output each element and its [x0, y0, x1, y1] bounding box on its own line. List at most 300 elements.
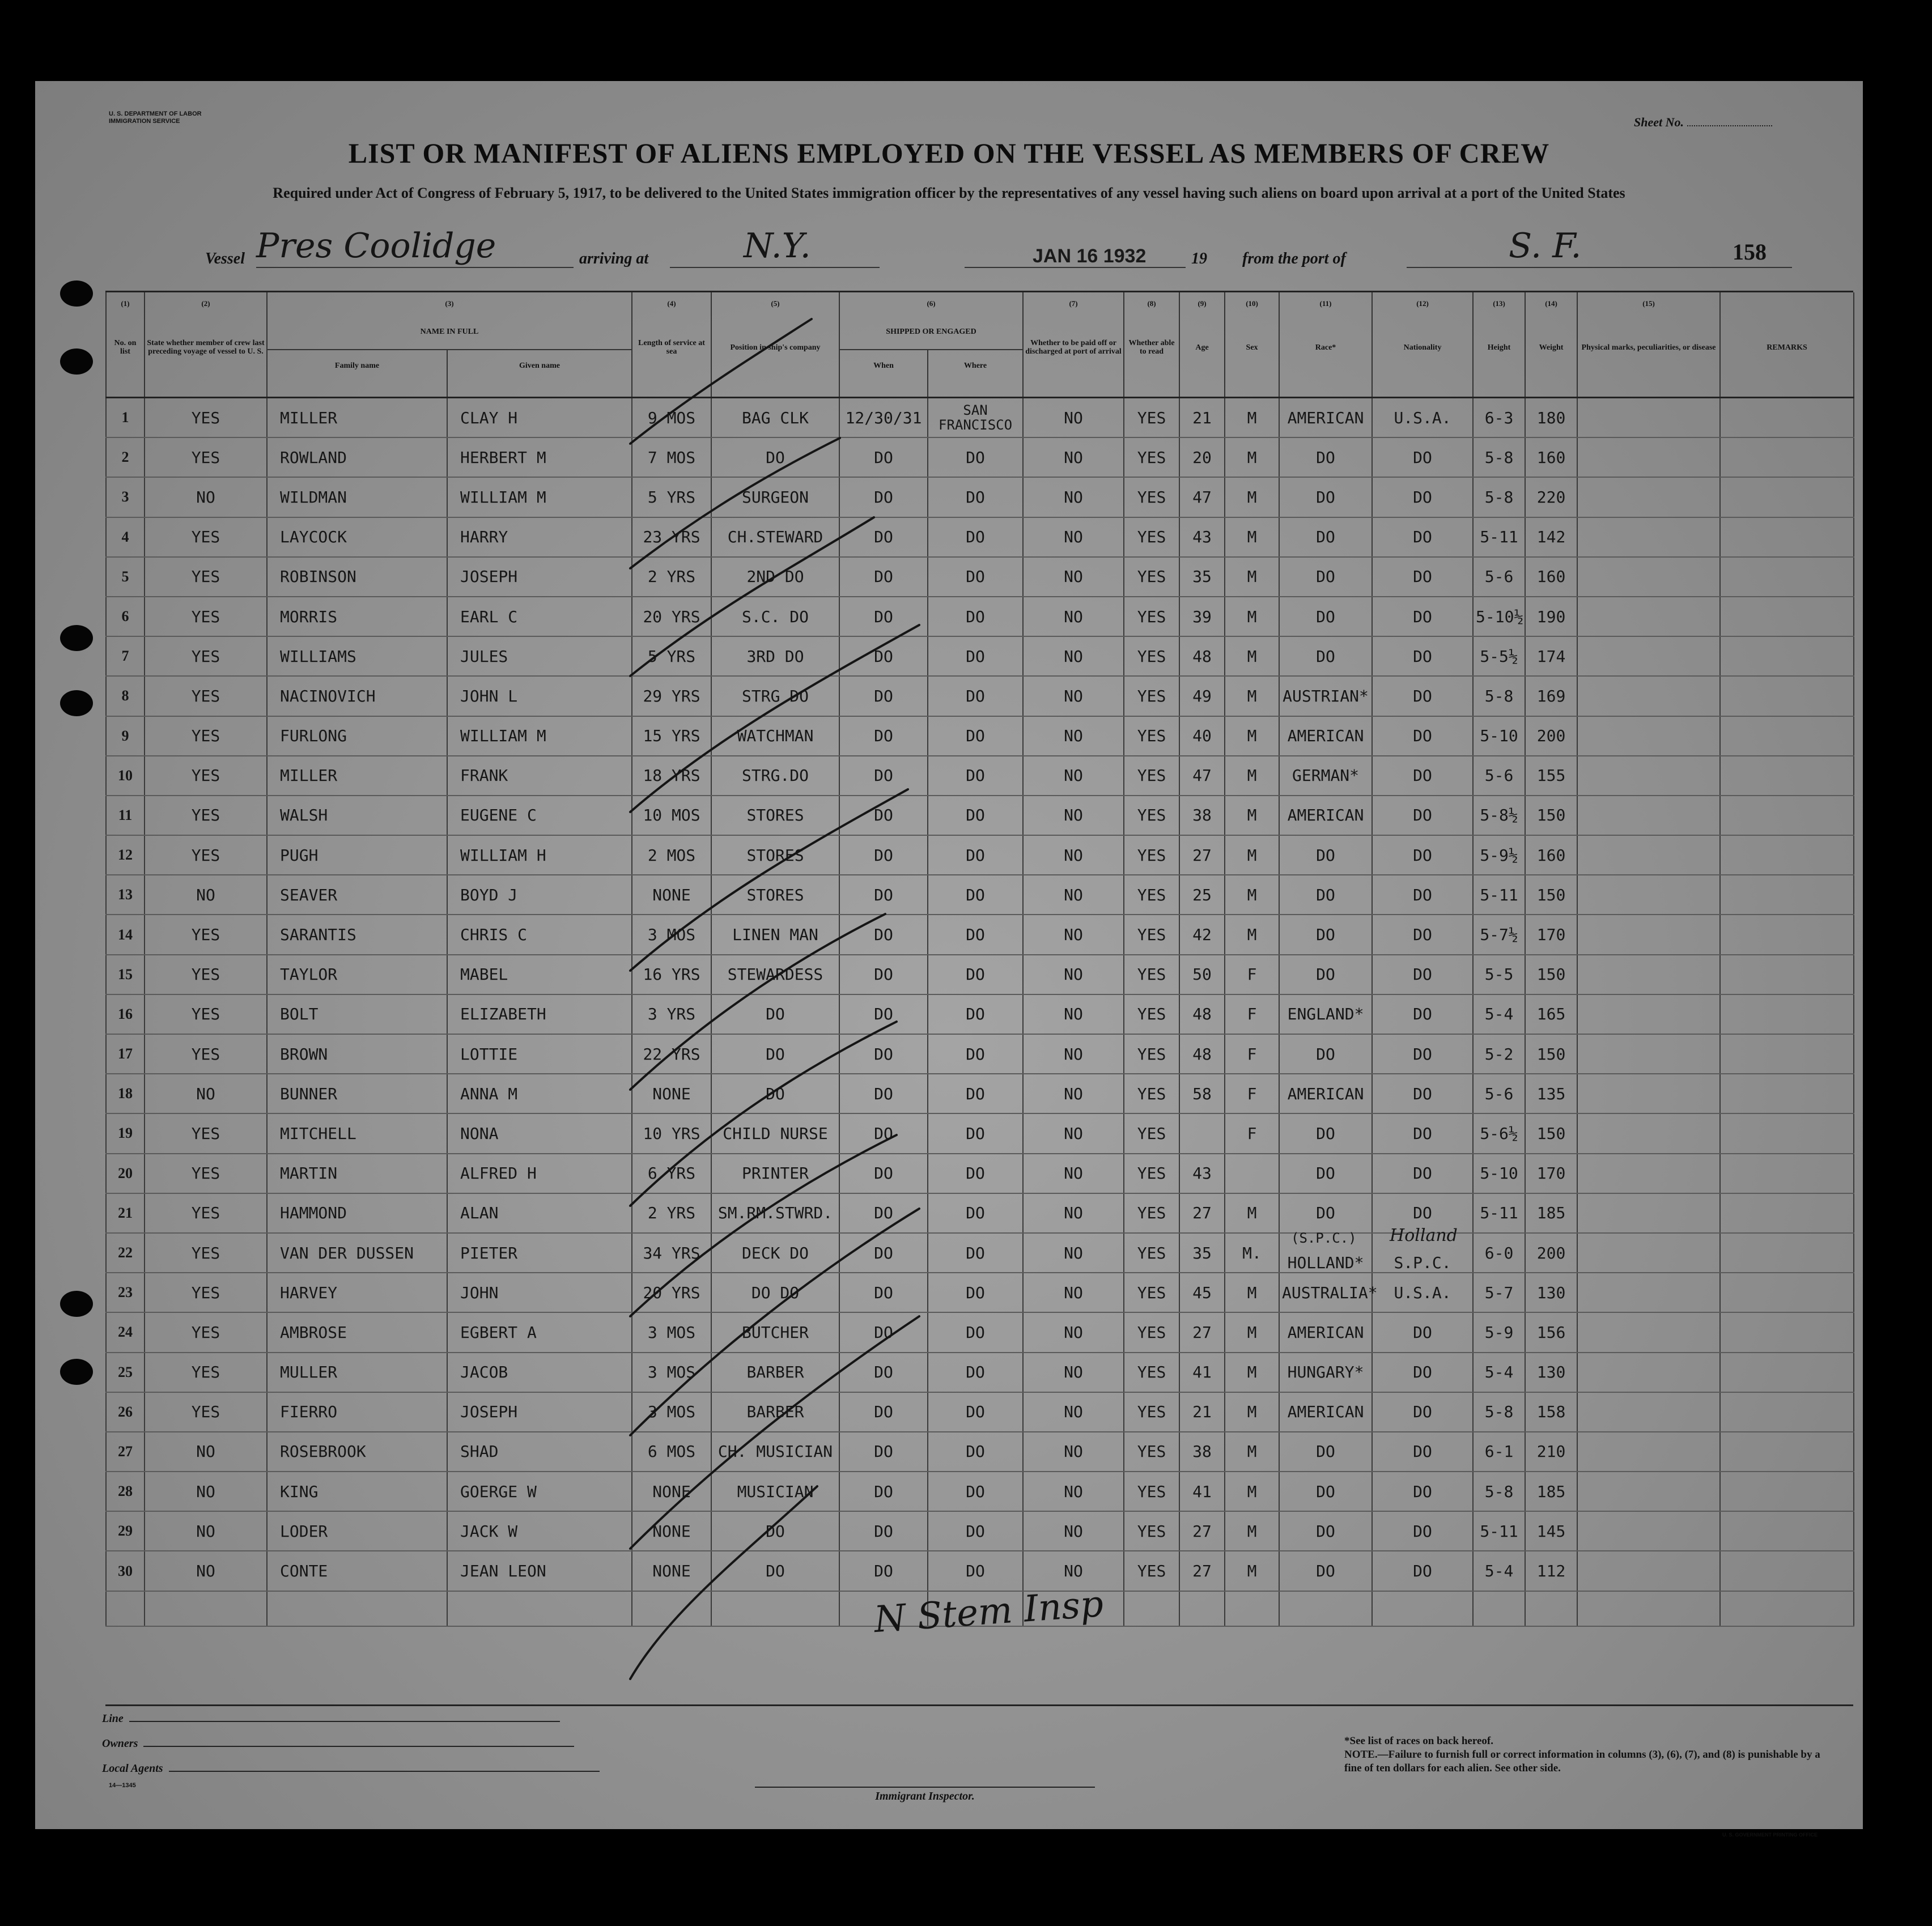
- shipped-when: DO: [839, 994, 928, 1034]
- crew-previous-voyage: YES: [145, 915, 267, 954]
- physical-marks: [1577, 875, 1720, 915]
- col-num: [1720, 292, 1854, 314]
- row-number: 26: [106, 1392, 145, 1432]
- able-to-read: YES: [1124, 875, 1179, 915]
- family-name: MILLER: [267, 756, 447, 796]
- col-num: (7): [1023, 292, 1124, 314]
- table-row: [106, 1193, 1854, 1233]
- height: 5-11: [1473, 1511, 1525, 1551]
- height: 6-0: [1473, 1233, 1525, 1273]
- table-row: [106, 875, 1854, 915]
- given-name: FRANK: [447, 756, 632, 796]
- family-name: MITCHELL: [267, 1113, 447, 1153]
- given-name: ELIZABETH: [447, 994, 632, 1034]
- shipped-when: DO: [839, 1511, 928, 1551]
- nationality-note: Holland: [1390, 1225, 1458, 1245]
- length-of-service: 3 MOS: [632, 1392, 711, 1432]
- physical-marks: [1577, 1113, 1720, 1153]
- header-name-in-full: NAME IN FULL: [267, 314, 632, 350]
- crew-previous-voyage: YES: [145, 398, 267, 438]
- given-name: JOHN: [447, 1273, 632, 1312]
- height: 5-8: [1473, 676, 1525, 716]
- given-name: EUGENE C: [447, 796, 632, 835]
- sheet-number-label: Sheet No.: [1634, 115, 1684, 129]
- shipped-where: DO: [928, 756, 1023, 796]
- weight: 135: [1525, 1074, 1577, 1113]
- race: DO: [1279, 437, 1372, 477]
- header-race: Race*: [1279, 314, 1372, 381]
- form-code: 14—1345: [109, 1782, 136, 1789]
- paid-off: NO: [1023, 1353, 1124, 1392]
- paid-off: NO: [1023, 398, 1124, 438]
- crew-previous-voyage: YES: [145, 1353, 267, 1392]
- remarks: [1720, 915, 1854, 954]
- nationality: DO: [1372, 1154, 1473, 1193]
- height: 6-3: [1473, 398, 1525, 438]
- able-to-read: YES: [1124, 796, 1179, 835]
- nationality: DO: [1372, 994, 1473, 1034]
- row-number: 10: [106, 756, 145, 796]
- physical-marks: [1577, 477, 1720, 517]
- owners-field: [102, 1731, 600, 1756]
- paid-off: NO: [1023, 1193, 1124, 1233]
- crew-previous-voyage: NO: [145, 477, 267, 517]
- shipped-where: DO: [928, 1392, 1023, 1432]
- age: 25: [1179, 875, 1225, 915]
- shipped-when: DO: [839, 1034, 928, 1074]
- nationality: DO: [1372, 1113, 1473, 1153]
- age: 21: [1179, 1392, 1225, 1432]
- paid-off: NO: [1023, 1432, 1124, 1472]
- ship-position: BARBER: [711, 1392, 839, 1432]
- header-given-name: Given name: [447, 350, 632, 381]
- vessel-label: Vessel: [205, 250, 245, 267]
- header-member-of-crew: State whether member of crew last preceding voyage of vessel to U. S.: [145, 314, 267, 381]
- table-row: [106, 517, 1854, 557]
- race: AMERICAN: [1279, 1312, 1372, 1352]
- length-of-service: 10 YRS: [632, 1113, 711, 1153]
- header-where: Where: [928, 350, 1023, 381]
- able-to-read: YES: [1124, 1551, 1179, 1591]
- physical-marks: [1577, 398, 1720, 438]
- date-stamp: JAN 16 1932: [1033, 245, 1147, 267]
- able-to-read: YES: [1124, 1432, 1179, 1472]
- nationality: DO: [1372, 477, 1473, 517]
- able-to-read: YES: [1124, 477, 1179, 517]
- sex: M: [1225, 676, 1279, 716]
- sex: M: [1225, 1193, 1279, 1233]
- nationality: DO: [1372, 1472, 1473, 1511]
- age: 41: [1179, 1353, 1225, 1392]
- weight: 210: [1525, 1432, 1577, 1472]
- weight: 165: [1525, 994, 1577, 1034]
- crew-manifest-table: [105, 292, 1854, 1627]
- remarks: [1720, 1511, 1854, 1551]
- able-to-read: YES: [1124, 955, 1179, 994]
- nationality: DO: [1372, 955, 1473, 994]
- race: DO: [1279, 1432, 1372, 1472]
- race: DO: [1279, 557, 1372, 597]
- length-of-service: NONE: [632, 1472, 711, 1511]
- nationality: DO: [1372, 597, 1473, 636]
- table-row: [106, 597, 1854, 636]
- empty-cell: [1525, 1591, 1577, 1626]
- race: AMERICAN: [1279, 398, 1372, 438]
- weight: 180: [1525, 398, 1577, 438]
- row-number: 15: [106, 955, 145, 994]
- sex: M: [1225, 1432, 1279, 1472]
- remarks: [1720, 1273, 1854, 1312]
- crew-table-area: [105, 291, 1853, 1706]
- physical-marks: [1577, 1193, 1720, 1233]
- sheet-number: [1634, 115, 1772, 130]
- header-nationality: Nationality: [1372, 314, 1473, 381]
- nationality: S.P.C. Holland: [1372, 1233, 1473, 1273]
- given-name: NONA: [447, 1113, 632, 1153]
- footer-owner-fields: [102, 1706, 600, 1781]
- shipped-where: DO: [928, 1113, 1023, 1153]
- race: AUSTRIAN*: [1279, 676, 1372, 716]
- family-name: MORRIS: [267, 597, 447, 636]
- nationality: DO: [1372, 756, 1473, 796]
- table-row: [106, 1432, 1854, 1472]
- shipped-where: DO: [928, 716, 1023, 756]
- header-no-on-list: No. on list: [106, 314, 145, 381]
- table-row: [106, 1392, 1854, 1432]
- sex: M: [1225, 557, 1279, 597]
- agency-text: U. S. DEPARTMENT OF LABOR: [109, 110, 202, 117]
- shipped-where: DO: [928, 1193, 1023, 1233]
- given-name: PIETER: [447, 1233, 632, 1273]
- empty-cell: [632, 1591, 711, 1626]
- nationality: DO: [1372, 517, 1473, 557]
- row-number: 12: [106, 835, 145, 875]
- weight: 130: [1525, 1273, 1577, 1312]
- shipped-when: DO: [839, 437, 928, 477]
- able-to-read: YES: [1124, 1034, 1179, 1074]
- length-of-service: 10 MOS: [632, 796, 711, 835]
- length-of-service: NONE: [632, 1511, 711, 1551]
- nationality: DO: [1372, 1551, 1473, 1591]
- paid-off: NO: [1023, 1113, 1124, 1153]
- remarks: [1720, 437, 1854, 477]
- empty-cell: [1372, 1591, 1473, 1626]
- arriving-label: arriving at: [579, 250, 649, 267]
- table-row: [106, 915, 1854, 954]
- height: 5-5: [1473, 955, 1525, 994]
- remarks: [1720, 994, 1854, 1034]
- sex: M: [1225, 1551, 1279, 1591]
- nationality: DO: [1372, 1392, 1473, 1432]
- table-row: [106, 676, 1854, 716]
- crew-previous-voyage: YES: [145, 437, 267, 477]
- crew-previous-voyage: YES: [145, 1034, 267, 1074]
- age: 35: [1179, 557, 1225, 597]
- binder-hole: [60, 1291, 93, 1317]
- ship-position: 2ND DO: [711, 557, 839, 597]
- shipped-where: DO: [928, 557, 1023, 597]
- ship-position: CHILD NURSE: [711, 1113, 839, 1153]
- race: AMERICAN: [1279, 796, 1372, 835]
- shipped-when: DO: [839, 1312, 928, 1352]
- empty-cell: [447, 1591, 632, 1626]
- weight: 185: [1525, 1472, 1577, 1511]
- age: 49: [1179, 676, 1225, 716]
- age: 38: [1179, 1432, 1225, 1472]
- ship-position: DO: [711, 437, 839, 477]
- crew-previous-voyage: YES: [145, 756, 267, 796]
- crew-rows: [106, 398, 1854, 1626]
- race: DO: [1279, 835, 1372, 875]
- able-to-read: YES: [1124, 1273, 1179, 1312]
- empty-cell: [1179, 1591, 1225, 1626]
- paid-off: NO: [1023, 875, 1124, 915]
- age: 21: [1179, 398, 1225, 438]
- remarks: [1720, 517, 1854, 557]
- age: 27: [1179, 835, 1225, 875]
- crew-previous-voyage: YES: [145, 1154, 267, 1193]
- height: 5-8: [1473, 477, 1525, 517]
- length-of-service: 9 MOS: [632, 398, 711, 438]
- sex: M.: [1225, 1233, 1279, 1273]
- shipped-when: DO: [839, 1392, 928, 1432]
- physical-marks: [1577, 994, 1720, 1034]
- given-name: JOSEPH: [447, 557, 632, 597]
- weight: 150: [1525, 1034, 1577, 1074]
- sex: M: [1225, 716, 1279, 756]
- height: 5-10½: [1473, 597, 1525, 636]
- paid-off: NO: [1023, 557, 1124, 597]
- table-row: [106, 716, 1854, 756]
- physical-marks: [1577, 1353, 1720, 1392]
- paid-off: NO: [1023, 676, 1124, 716]
- physical-marks: [1577, 835, 1720, 875]
- age: 35: [1179, 1233, 1225, 1273]
- row-number: 17: [106, 1034, 145, 1074]
- row-number: 23: [106, 1273, 145, 1312]
- crew-previous-voyage: NO: [145, 1432, 267, 1472]
- nationality: DO: [1372, 716, 1473, 756]
- paid-off: NO: [1023, 597, 1124, 636]
- physical-marks: [1577, 1273, 1720, 1312]
- nationality: DO: [1372, 1193, 1473, 1233]
- age: 41: [1179, 1472, 1225, 1511]
- family-name: HAMMOND: [267, 1193, 447, 1233]
- family-name: FURLONG: [267, 716, 447, 756]
- age: 39: [1179, 597, 1225, 636]
- height: 6-1: [1473, 1432, 1525, 1472]
- row-number: 7: [106, 636, 145, 676]
- length-of-service: 20 YRS: [632, 597, 711, 636]
- weight: 200: [1525, 1233, 1577, 1273]
- nationality: DO: [1372, 1312, 1473, 1352]
- family-name: LODER: [267, 1511, 447, 1551]
- able-to-read: YES: [1124, 1074, 1179, 1113]
- able-to-read: YES: [1124, 915, 1179, 954]
- height: 5-8½: [1473, 796, 1525, 835]
- service-text: IMMIGRATION SERVICE: [109, 118, 180, 125]
- sex: M: [1225, 398, 1279, 438]
- shipped-when: DO: [839, 1113, 928, 1153]
- sex: M: [1225, 835, 1279, 875]
- length-of-service: 2 YRS: [632, 1193, 711, 1233]
- remarks: [1720, 597, 1854, 636]
- sex: M: [1225, 1273, 1279, 1312]
- height: 5-4: [1473, 1551, 1525, 1591]
- given-name: MABEL: [447, 955, 632, 994]
- race: GERMAN*: [1279, 756, 1372, 796]
- sex: M: [1225, 437, 1279, 477]
- remarks: [1720, 1193, 1854, 1233]
- paid-off: NO: [1023, 716, 1124, 756]
- shipped-where: DO: [928, 676, 1023, 716]
- crew-previous-voyage: YES: [145, 716, 267, 756]
- crew-previous-voyage: NO: [145, 1472, 267, 1511]
- row-number: 30: [106, 1551, 145, 1591]
- ship-position: SM.RM.STWRD.: [711, 1193, 839, 1233]
- length-of-service: NONE: [632, 875, 711, 915]
- physical-marks: [1577, 1074, 1720, 1113]
- weight: 112: [1525, 1551, 1577, 1591]
- shipped-where: DO: [928, 1551, 1023, 1591]
- row-number: 25: [106, 1353, 145, 1392]
- sex: M: [1225, 1312, 1279, 1352]
- length-of-service: 3 MOS: [632, 915, 711, 954]
- row-number: 18: [106, 1074, 145, 1113]
- empty-cell: [267, 1591, 447, 1626]
- length-of-service: 18 YRS: [632, 756, 711, 796]
- row-number: 20: [106, 1154, 145, 1193]
- given-name: WILLIAM H: [447, 835, 632, 875]
- col-num: (2): [145, 292, 267, 314]
- weight: 160: [1525, 835, 1577, 875]
- family-name: ROBINSON: [267, 557, 447, 597]
- family-name: TAYLOR: [267, 955, 447, 994]
- weight: 130: [1525, 1353, 1577, 1392]
- given-name: ANNA M: [447, 1074, 632, 1113]
- table-row: [106, 955, 1854, 994]
- height: 5-10: [1473, 1154, 1525, 1193]
- race: DO: [1279, 597, 1372, 636]
- binder-hole: [60, 280, 93, 307]
- inspector-signature: N Stem Insp: [872, 1583, 1105, 1642]
- ship-position: STEWARDESS: [711, 955, 839, 994]
- race: DO: [1279, 1034, 1372, 1074]
- crew-previous-voyage: YES: [145, 636, 267, 676]
- row-number: 27: [106, 1432, 145, 1472]
- shipped-where: DO: [928, 1074, 1023, 1113]
- table-row: [106, 1034, 1854, 1074]
- shipped-when: DO: [839, 915, 928, 954]
- age: 27: [1179, 1511, 1225, 1551]
- able-to-read: YES: [1124, 517, 1179, 557]
- race: DO: [1279, 636, 1372, 676]
- shipped-when: DO: [839, 1193, 928, 1233]
- able-to-read: YES: [1124, 756, 1179, 796]
- remarks: [1720, 1432, 1854, 1472]
- nationality: U.S.A.: [1372, 398, 1473, 438]
- age: 27: [1179, 1551, 1225, 1591]
- physical-marks: [1577, 955, 1720, 994]
- age: 40: [1179, 716, 1225, 756]
- able-to-read: YES: [1124, 1312, 1179, 1352]
- length-of-service: 29 YRS: [632, 676, 711, 716]
- age: 45: [1179, 1273, 1225, 1312]
- shipped-when: DO: [839, 517, 928, 557]
- table-row: [106, 1273, 1854, 1312]
- sex: F: [1225, 1074, 1279, 1113]
- row-number: 11: [106, 796, 145, 835]
- sex: M: [1225, 517, 1279, 557]
- given-name: JACK W: [447, 1511, 632, 1551]
- weight: 150: [1525, 796, 1577, 835]
- paid-off: NO: [1023, 1511, 1124, 1551]
- nationality: DO: [1372, 796, 1473, 835]
- header-height: Height: [1473, 314, 1525, 381]
- length-of-service: 6 YRS: [632, 1154, 711, 1193]
- header-family-name: Family name: [267, 350, 447, 381]
- shipped-when: DO: [839, 1551, 928, 1591]
- shipped-when: DO: [839, 557, 928, 597]
- able-to-read: YES: [1124, 1511, 1179, 1551]
- length-of-service: 23 YRS: [632, 517, 711, 557]
- crew-previous-voyage: YES: [145, 1392, 267, 1432]
- header-shipped-engaged: SHIPPED OR ENGAGED: [839, 314, 1023, 350]
- length-of-service: 20 YRS: [632, 1273, 711, 1312]
- manifest-sheet: [35, 81, 1863, 1838]
- weight: 150: [1525, 1113, 1577, 1153]
- owners-label: Owners: [102, 1737, 138, 1750]
- col-num: (6): [839, 292, 1023, 314]
- shipped-when: 12/30/31: [839, 398, 928, 438]
- row-number: 4: [106, 517, 145, 557]
- row-number: 29: [106, 1511, 145, 1551]
- shipped-when: DO: [839, 1353, 928, 1392]
- able-to-read: YES: [1124, 1233, 1179, 1273]
- given-name: HARRY: [447, 517, 632, 557]
- height: 5-9: [1473, 1312, 1525, 1352]
- race: HOLLAND* (S.P.C.): [1279, 1233, 1372, 1273]
- height: 5-8: [1473, 1392, 1525, 1432]
- able-to-read: YES: [1124, 1193, 1179, 1233]
- shipped-where: DO: [928, 636, 1023, 676]
- length-of-service: 3 MOS: [632, 1312, 711, 1352]
- shipped-where: DO: [928, 437, 1023, 477]
- paid-off: NO: [1023, 756, 1124, 796]
- given-name: BOYD J: [447, 875, 632, 915]
- remarks: [1720, 875, 1854, 915]
- length-of-service: NONE: [632, 1074, 711, 1113]
- shipped-when: DO: [839, 955, 928, 994]
- table-row: [106, 1551, 1854, 1591]
- ship-position: PRINTER: [711, 1154, 839, 1193]
- length-of-service: 5 YRS: [632, 636, 711, 676]
- header-remarks: REMARKS: [1720, 314, 1854, 381]
- shipped-where: DO: [928, 955, 1023, 994]
- table-row: [106, 1113, 1854, 1153]
- physical-marks: [1577, 1511, 1720, 1551]
- sex: F: [1225, 955, 1279, 994]
- family-name: SARANTIS: [267, 915, 447, 954]
- nationality: DO: [1372, 1034, 1473, 1074]
- ship-position: STORES: [711, 835, 839, 875]
- crew-previous-voyage: NO: [145, 1074, 267, 1113]
- ship-position: WATCHMAN: [711, 716, 839, 756]
- empty-cell: [1279, 1591, 1372, 1626]
- race: DO: [1279, 1193, 1372, 1233]
- empty-cell: [1124, 1591, 1179, 1626]
- header-when: When: [839, 350, 928, 381]
